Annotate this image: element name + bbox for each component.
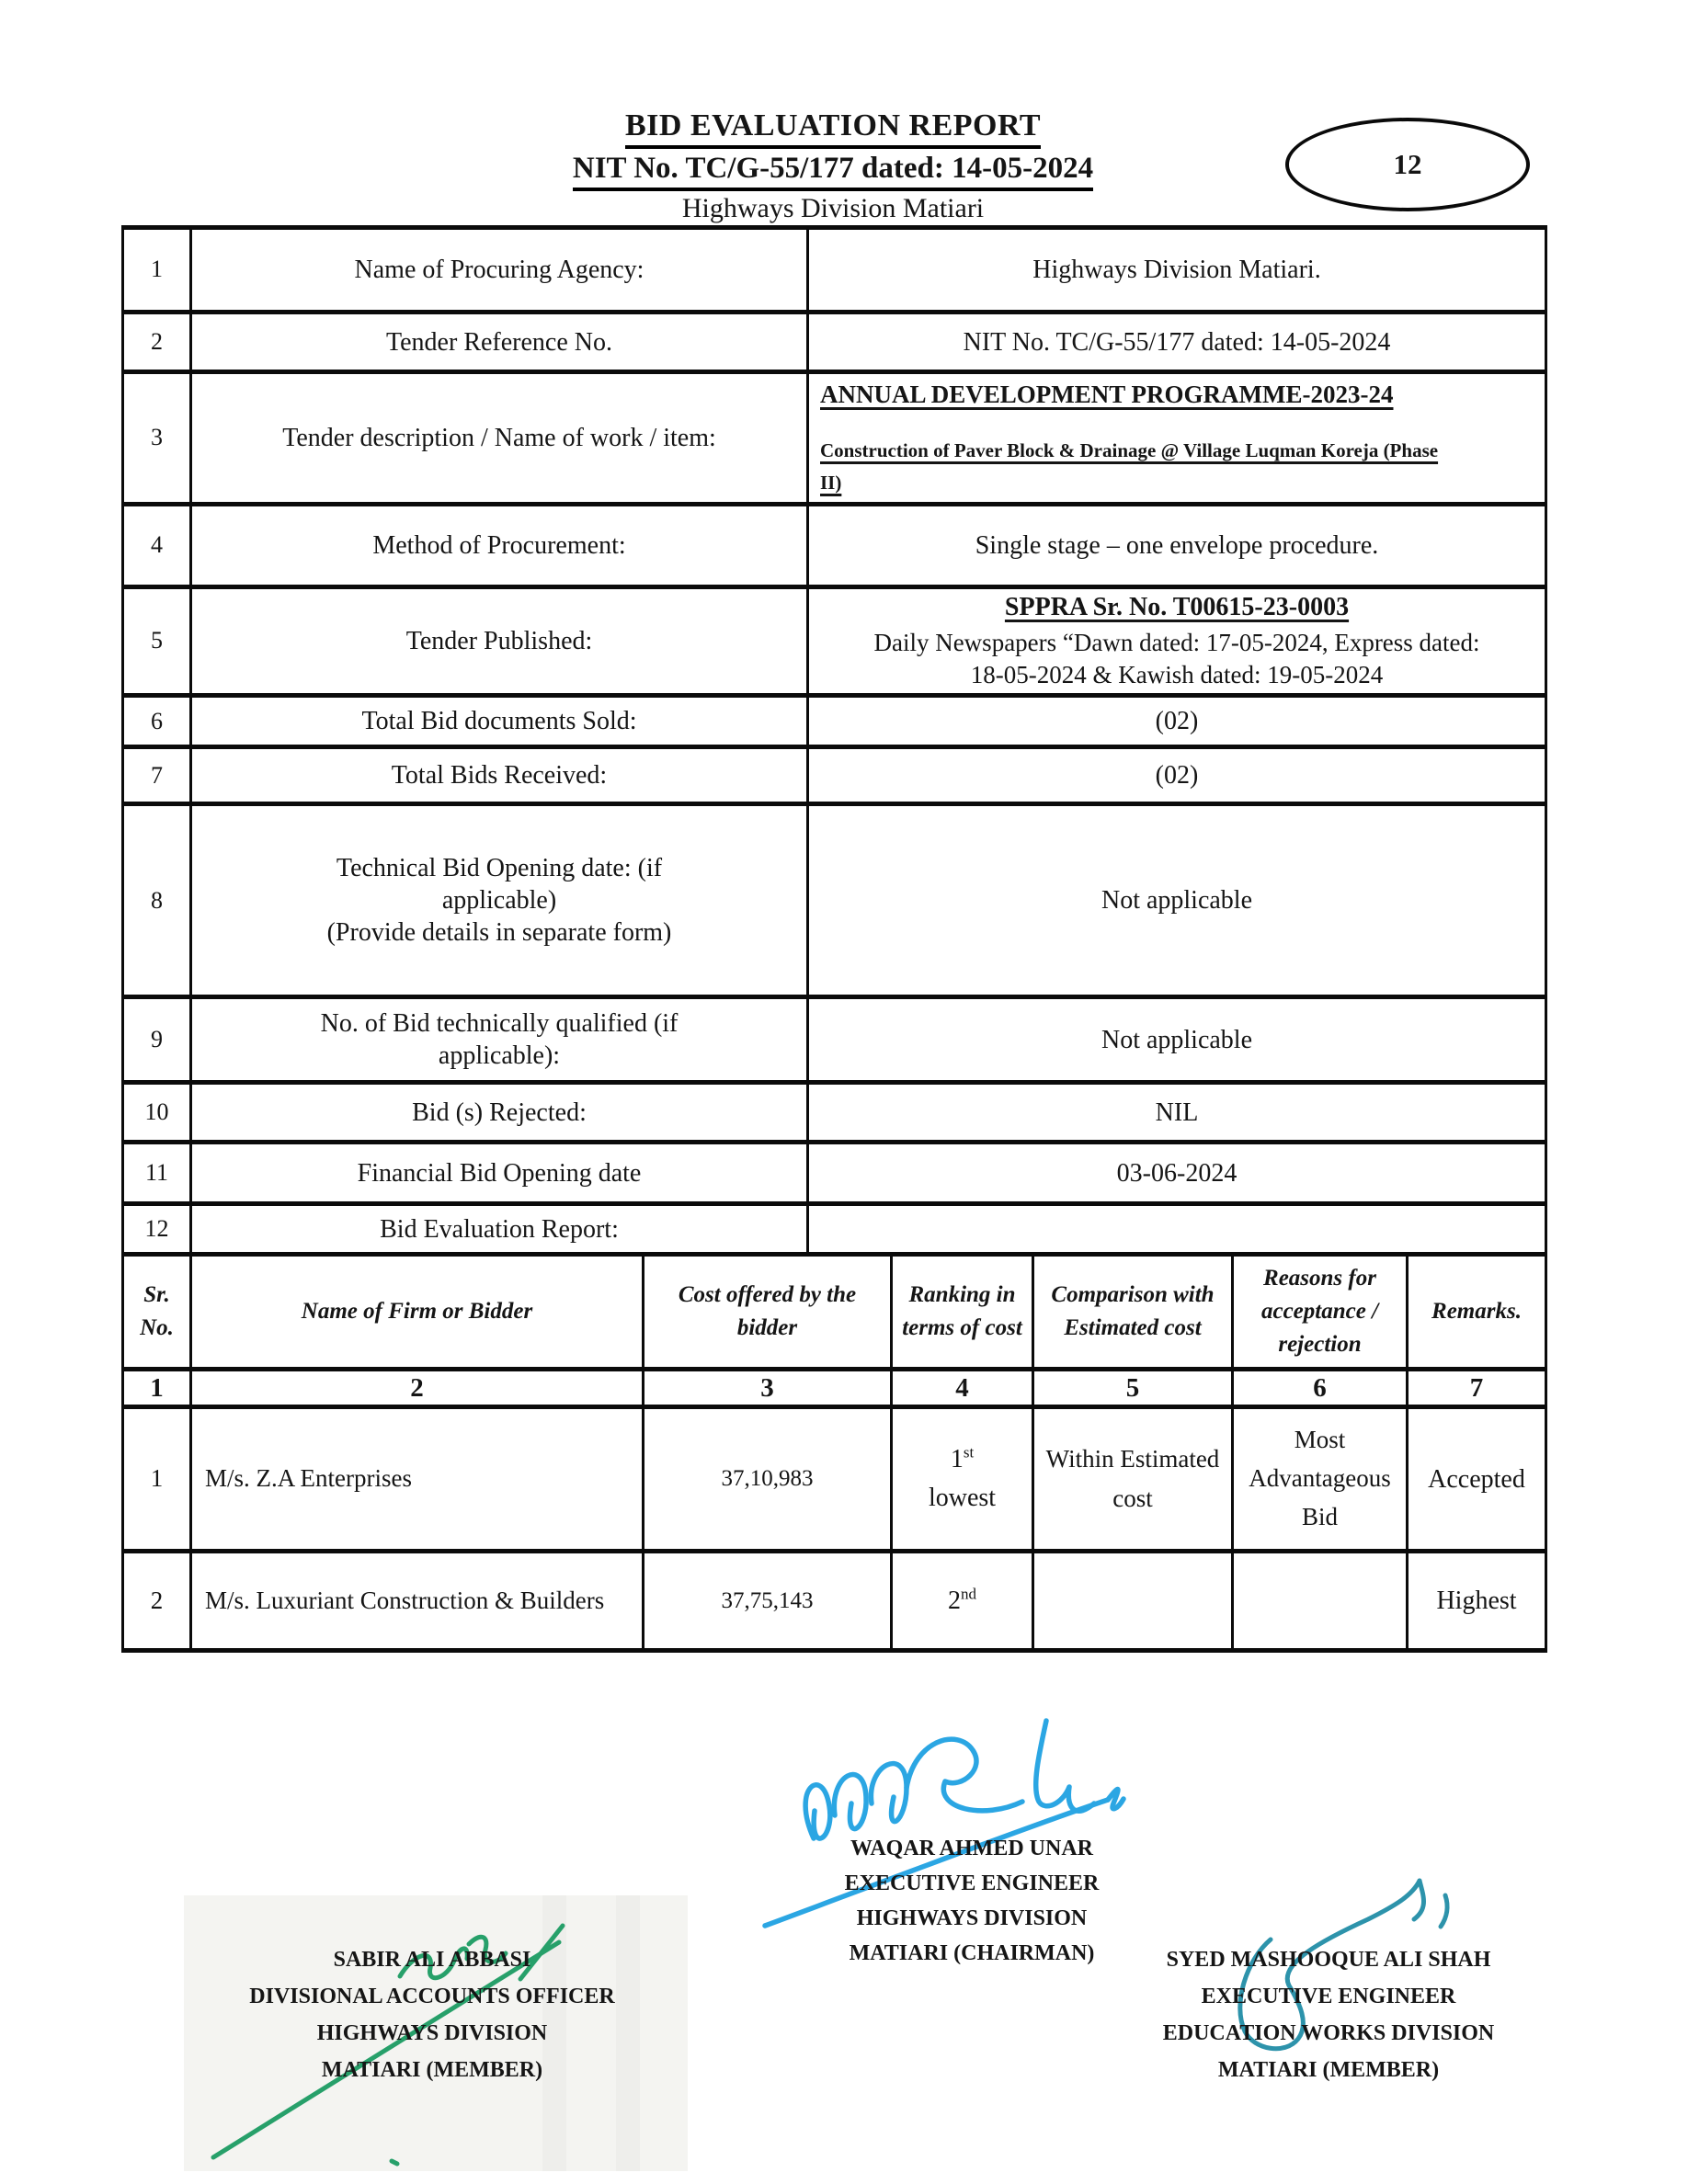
bidders-header-row (123, 1257, 1546, 1369)
bidder-reasons (1233, 1552, 1408, 1651)
col-header-cost: Cost offered by the bidder (644, 1257, 892, 1369)
row-value: (02) (808, 696, 1546, 747)
column-number: 3 (644, 1369, 892, 1406)
column-number: 5 (1033, 1369, 1233, 1406)
signatory-name: SABIR ALI ABBASI (333, 1948, 531, 1972)
bid-evaluation-table (121, 225, 1545, 1653)
row-number: 4 (123, 505, 191, 587)
row-value: Not applicable (808, 804, 1546, 997)
row-value: Highways Division Matiari. (808, 228, 1546, 313)
table-row (123, 997, 1546, 1083)
row-number: 7 (123, 747, 191, 804)
row-number: 9 (123, 997, 191, 1083)
bidder-rank (892, 1407, 1033, 1552)
signatory-name: WAQAR AHMED UNAR (850, 1837, 1093, 1860)
col-header-comparison: Comparison with Estimated cost (1033, 1257, 1233, 1369)
report-subtitle: NIT No. TC/G-55/177 dated: 14-05-2024 (573, 152, 1093, 191)
signatory-title: DIVISIONAL ACCOUNTS OFFICER (249, 1985, 615, 2008)
row-number: 5 (123, 587, 191, 696)
rank-ordinal: st (963, 1443, 975, 1462)
col-header-reasons: Reasons for acceptance / rejection (1233, 1257, 1408, 1369)
row-number: 8 (123, 804, 191, 997)
row-number: 1 (123, 228, 191, 313)
signatory-title: EXECUTIVE ENGINEER (844, 1871, 1100, 1895)
row-value (808, 587, 1546, 696)
row-label: Tender Published: (191, 587, 808, 696)
table-row (123, 1143, 1546, 1204)
table-row (123, 1083, 1546, 1143)
row-value (808, 1204, 1546, 1255)
rank-word: lowest (928, 1484, 997, 1513)
signatory-role: MATIARI (MEMBER) (1217, 2058, 1440, 2082)
row-label: Tender Reference No. (191, 313, 808, 372)
label-line: No. of Bid technically qualified (if (320, 1009, 679, 1039)
bidder-reasons: Most Advantageous Bid (1233, 1407, 1408, 1552)
row-label (191, 997, 808, 1083)
bidder-comparison: Within Estimated cost (1033, 1407, 1233, 1552)
column-number: 4 (892, 1369, 1033, 1406)
table-row (123, 228, 1546, 313)
report-department: Highways Division Matiari (681, 193, 985, 223)
bidder-cost: 37,75,143 (644, 1552, 892, 1651)
label-line: applicable): (438, 1041, 561, 1071)
table-row (123, 372, 1546, 505)
row-number: 10 (123, 1083, 191, 1143)
row-label: Tender description / Name of work / item: (191, 372, 808, 505)
row-value: Not applicable (808, 997, 1546, 1083)
column-numbers-row (123, 1369, 1546, 1406)
row-number: 12 (123, 1204, 191, 1255)
table-row (123, 587, 1546, 696)
bidder-firm: M/s. Z.A Enterprises (191, 1407, 644, 1552)
row-value: NIT No. TC/G-55/177 dated: 14-05-2024 (808, 313, 1546, 372)
row-value: Single stage – one envelope procedure. (808, 505, 1546, 587)
row-label: Total Bids Received: (191, 747, 808, 804)
table-row (123, 804, 1546, 997)
table-row (123, 747, 1546, 804)
row-value: 03-06-2024 (808, 1143, 1546, 1204)
column-number: 2 (191, 1369, 644, 1406)
row-label: Name of Procuring Agency: (191, 228, 808, 313)
work-description: Construction of Paver Block & Drainage @ Village Luqman Koreja (Phase II) (820, 438, 1439, 495)
row-number: 3 (123, 372, 191, 505)
col-header-firm: Name of Firm or Bidder (191, 1257, 644, 1369)
bidders-table (121, 1257, 1547, 1653)
label-line: Technical Bid Opening date: (if (336, 854, 663, 883)
row-label: Bid Evaluation Report: (191, 1204, 808, 1255)
col-header-ranking: Ranking in terms of cost (892, 1257, 1033, 1369)
row-number: 2 (123, 313, 191, 372)
row-value (808, 372, 1546, 505)
bidder-cost: 37,10,983 (644, 1407, 892, 1552)
report-title: BID EVALUATION REPORT (625, 108, 1041, 149)
rank-ordinal: nd (961, 1585, 976, 1603)
row-label: Financial Bid Opening date (191, 1143, 808, 1204)
rank-number: 2 (948, 1586, 961, 1615)
label-line: (Provide details in separate form) (326, 918, 672, 948)
newspapers-detail: Daily Newspapers “Dawn dated: 17-05-2024, Express dated: 18-05-2024 & Kawish dated: 19-05-2024 (873, 629, 1480, 689)
signatory-role: MATIARI (CHAIRMAN) (849, 1941, 1095, 1965)
member-left-signature-block (193, 1941, 671, 2088)
bidder-row (123, 1407, 1546, 1552)
table-row (123, 1204, 1546, 1255)
row-value: NIL (808, 1083, 1546, 1143)
row-label: Bid (s) Rejected: (191, 1083, 808, 1143)
row-label (191, 804, 808, 997)
col-header-sr-no: Sr. No. (123, 1257, 191, 1369)
label-line: applicable) (441, 886, 557, 916)
signatory-division: EDUCATION WORKS DIVISION (1162, 2021, 1495, 2045)
row-label: Method of Procurement: (191, 505, 808, 587)
table-row (123, 696, 1546, 747)
column-number: 6 (1233, 1369, 1408, 1406)
page-number-stamp (1285, 118, 1530, 211)
signatory-title: EXECUTIVE ENGINEER (1201, 1985, 1456, 2008)
signatory-name: SYED MASHOOQUE ALI SHAH (1166, 1948, 1491, 1972)
bidder-rank (892, 1552, 1033, 1651)
rank-number: 1 (950, 1445, 964, 1474)
bidder-remarks: Accepted (1408, 1407, 1546, 1552)
sppra-serial: SPPRA Sr. No. T00615-23-0003 (1004, 593, 1350, 622)
signatory-division: HIGHWAYS DIVISION (316, 2021, 548, 2045)
page-number: 12 (1393, 148, 1422, 180)
programme-title: ANNUAL DEVELOPMENT PROGRAMME-2023-24 (820, 381, 1394, 408)
bidder-remarks: Highest (1408, 1552, 1546, 1651)
row-number: 6 (123, 696, 191, 747)
tender-info-table (121, 225, 1547, 1257)
table-row (123, 313, 1546, 372)
bidder-sr: 2 (123, 1552, 191, 1651)
column-number: 7 (1408, 1369, 1546, 1406)
signatory-role: MATIARI (MEMBER) (321, 2058, 543, 2082)
signatory-division: HIGHWAYS DIVISION (856, 1906, 1088, 1930)
bidder-firm: M/s. Luxuriant Construction & Builders (191, 1552, 644, 1651)
row-number: 11 (123, 1143, 191, 1204)
bidder-sr: 1 (123, 1407, 191, 1552)
row-value: (02) (808, 747, 1546, 804)
col-header-remarks: Remarks. (1408, 1257, 1546, 1369)
row-label: Total Bid documents Sold: (191, 696, 808, 747)
column-number: 1 (123, 1369, 191, 1406)
bidder-row (123, 1552, 1546, 1651)
member-right-signature-block (1099, 1941, 1558, 2088)
bidder-comparison (1033, 1552, 1233, 1651)
table-row (123, 505, 1546, 587)
